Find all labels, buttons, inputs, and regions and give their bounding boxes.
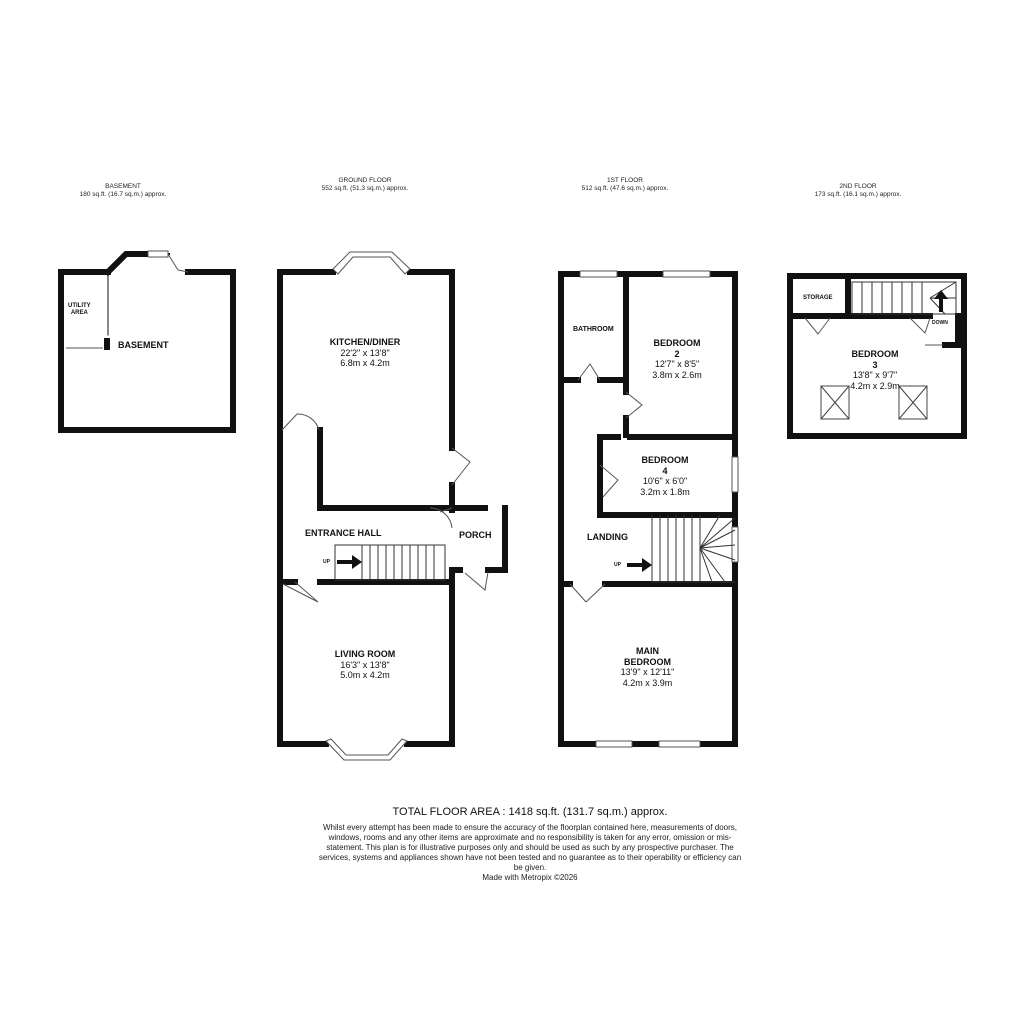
main-bedroom-metric: 4.2m x 3.9m xyxy=(622,677,673,688)
kitchen-label xyxy=(320,337,410,369)
second-stairs-down-label: DOWN xyxy=(932,320,948,326)
bedroom3-name: BEDROOM 3 xyxy=(851,349,899,370)
second-floor-name: 2ND FLOOR xyxy=(839,183,877,190)
basement-floor-name: BASEMENT xyxy=(105,183,141,190)
utility-area-label: UTILITY AREA xyxy=(68,303,91,316)
first-floor-area: 512 sq.ft. (47.6 sq.m.) approx. xyxy=(581,185,669,192)
bathroom-label: BATHROOM xyxy=(573,326,614,333)
entrance-hall-label: ENTRANCE HALL xyxy=(305,528,382,538)
living-imperial: 16'3" x 13'8" xyxy=(340,659,390,670)
bedroom3-metric: 4.2m x 2.9m xyxy=(850,380,900,391)
basement-floor-area: 180 sq.ft. (16.7 sq.m.) approx. xyxy=(79,191,167,198)
bedroom2-label xyxy=(632,338,722,380)
main-bedroom-imperial: 13'9" x 12'11" xyxy=(620,667,675,677)
kitchen-imperial: 22'2" x 13'8" xyxy=(340,347,390,358)
kitchen-name: KITCHEN/DINER xyxy=(329,337,401,347)
main-bedroom-name: MAIN BEDROOM xyxy=(624,646,671,667)
landing-label: LANDING xyxy=(587,532,628,542)
first-floor-name: 1ST FLOOR xyxy=(606,177,643,184)
bedroom2-metric: 3.8m x 2.6m xyxy=(652,369,702,380)
main-bedroom-label xyxy=(600,646,695,688)
second-floor-area: 173 sq.ft. (16.1 sq.m.) approx. xyxy=(814,191,902,198)
bedroom4-metric: 3.2m x 1.8m xyxy=(640,486,690,497)
first-stairs-up-label: UP xyxy=(614,562,621,568)
total-floor-area: TOTAL FLOOR AREA : 1418 sq.ft. (131.7 sq.m.) approx. xyxy=(392,806,668,818)
bedroom3-imperial: 13'8" x 9'7" xyxy=(852,370,898,380)
disclaimer-text: Whilst every attempt has been made to ensure the accuracy of the floorplan contained here, measurements of doors, windows, rooms and any other items are approximate and no responsibility is taken for any error, omission or mis-statement. This plan is for illustrative purposes only and should be used as such by any prospective purchaser. The services, systems and appliances shown have not been tested and no guarantee as to their operability or efficiency can be given. xyxy=(318,823,742,872)
bedroom2-name: BEDROOM 2 xyxy=(653,338,701,359)
credit-text: Made with Metropix ©2026 xyxy=(482,873,578,882)
porch-label: PORCH xyxy=(459,530,492,540)
ground-floor-name: GROUND FLOOR xyxy=(338,177,392,184)
basement-room-label: BASEMENT xyxy=(118,340,169,350)
living-room-label xyxy=(320,649,410,681)
floorplan-footer xyxy=(300,806,760,883)
bedroom4-label xyxy=(620,455,710,497)
living-metric: 5.0m x 4.2m xyxy=(340,670,390,680)
ground-stairs-up-label: UP xyxy=(323,559,330,565)
bedroom2-imperial: 12'7" x 8'5" xyxy=(654,359,700,369)
ground-floor-area: 552 sq.ft. (51.3 sq.m.) approx. xyxy=(321,185,409,192)
bedroom4-imperial: 10'6" x 6'0" xyxy=(642,476,688,486)
kitchen-metric: 6.8m x 4.2m xyxy=(340,358,390,368)
living-name: LIVING ROOM xyxy=(334,649,396,659)
bedroom4-name: BEDROOM 4 xyxy=(641,455,689,476)
bedroom3-label xyxy=(830,349,920,391)
storage-label: STORAGE xyxy=(803,295,833,301)
